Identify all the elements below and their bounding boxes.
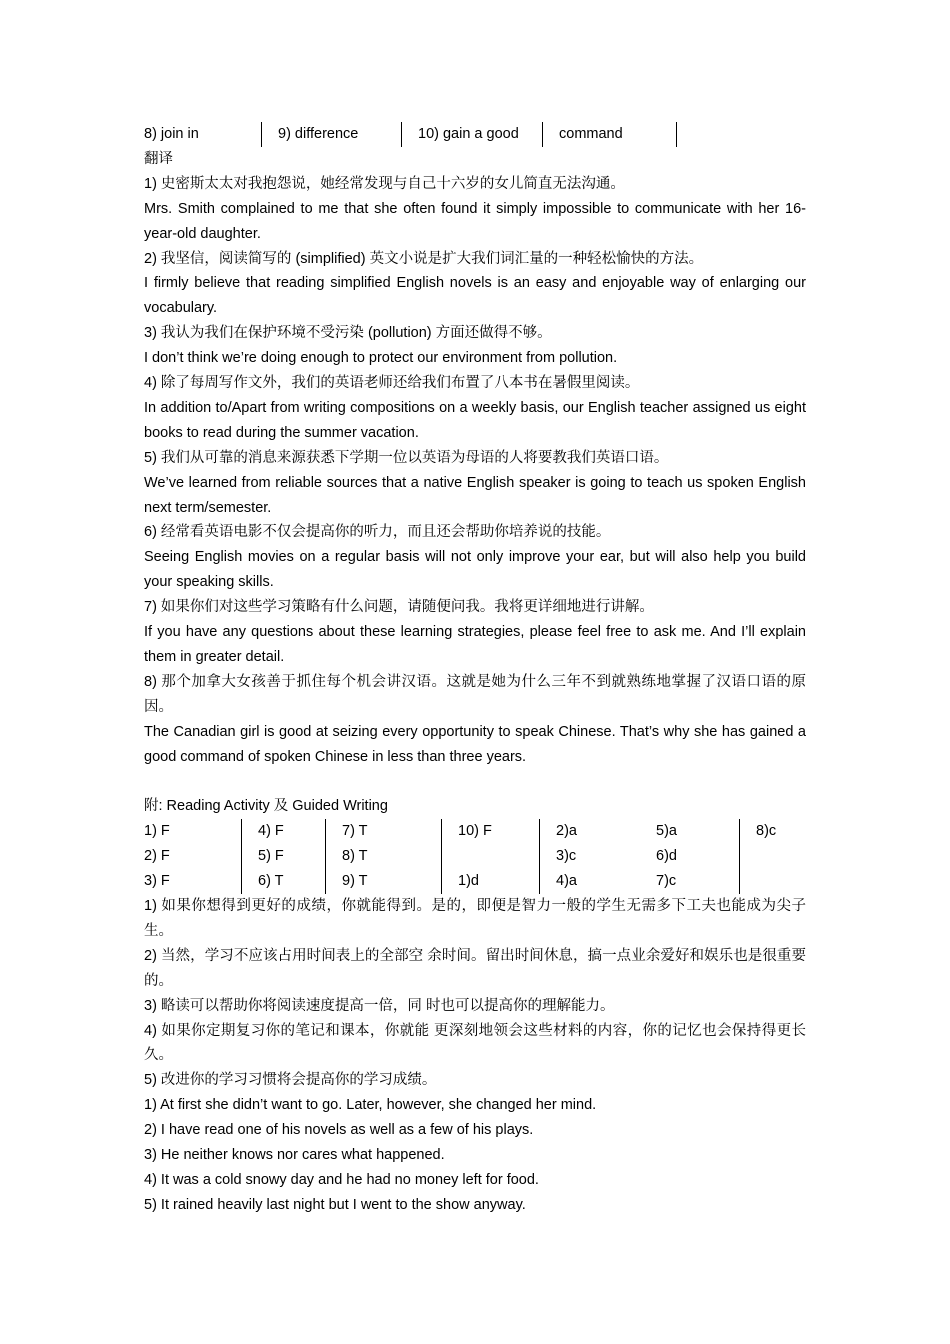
- translation-zh: 3) 我认为我们在保护环境不受污染 (pollution) 方面还做得不够。: [144, 325, 552, 342]
- answer-cell: 5) F: [242, 844, 326, 869]
- zh-sentence: 3) 略读可以帮助你将阅读速度提高一倍，同 时也可以提高你的理解能力。: [144, 997, 615, 1014]
- translation-heading: 翻译: [144, 150, 173, 167]
- answer-cell: 3) F: [144, 869, 242, 894]
- answer-cell: 4)a: [556, 873, 577, 890]
- translation-item: [144, 247, 806, 322]
- zh-sentence: 2) 当然，学习不应该占用时间表上的全部空 余时间。留出时间休息，搞一点业余爱好和娱乐也是很重要的。: [144, 947, 806, 989]
- en-sentence: 4) It was a cold snowy day and he had no money left for food.: [144, 1171, 539, 1188]
- answer-cell: [740, 869, 824, 894]
- translation-en: I don’t think we’re doing enough to protect our environment from pollution.: [144, 350, 618, 367]
- translation-en: We’ve learned from reliable sources that a native English speaker is going to teach us spoken English next term/semester.: [144, 474, 806, 516]
- en-sentence: 5) It rained heavily last night but I went to the show anyway.: [144, 1196, 526, 1213]
- answer-cell: 2) F: [144, 844, 242, 869]
- en-sentence: 2) I have read one of his novels as well as a few of his plays.: [144, 1122, 534, 1139]
- vocab-cell: command: [543, 122, 677, 147]
- translation-zh: 7) 如果你们对这些学习策略有什么问题，请随便问我。我将更详细地进行讲解。: [144, 599, 654, 616]
- translation-zh: 2) 我坚信，阅读简写的 (simplified) 英文小说是扩大我们词汇量的一种轻松愉快的方法。: [144, 250, 704, 267]
- translation-zh: 1) 史密斯太太对我抱怨说，她经常发现与自己十六岁的女儿简直无法沟通。: [144, 175, 625, 192]
- translation-item: [144, 446, 806, 521]
- answer-cell: 5)a: [640, 819, 740, 844]
- translation-item: [144, 172, 806, 247]
- translation-zh: 4) 除了每周写作文外，我们的英语老师还给我们布置了八本书在暑假里阅读。: [144, 375, 640, 392]
- vocab-cell: 8) join in: [144, 122, 262, 147]
- vocab-cell: 9) difference: [262, 122, 402, 147]
- translation-en: The Canadian girl is good at seizing every opportunity to speak Chinese. That’s why she has gained a good command of spoken Chinese in less than three years.: [144, 723, 806, 765]
- answer-cell: [740, 844, 824, 869]
- translation-item: [144, 520, 806, 595]
- answer-cell: [442, 844, 540, 869]
- answer-cell: 7) T: [326, 819, 442, 844]
- translation-item: [144, 670, 806, 770]
- translation-zh: 8) 那个加拿大女孩善于抓住每个机会讲汉语。这就是她为什么三年不到就熟练地掌握了汉语口语的原因。: [144, 673, 806, 715]
- answer-cell: 9) T: [326, 869, 442, 894]
- answer-cell: 1)d: [442, 869, 540, 894]
- translation-zh: 6) 经常看英语电影不仅会提高你的听力，而且还会帮助你培养说的技能。: [144, 524, 611, 541]
- answer-cell: 8) T: [326, 844, 442, 869]
- answer-cell: 8)c: [756, 823, 777, 840]
- answer-cell: 2)a: [556, 823, 577, 840]
- translation-en: If you have any questions about these learning strategies, please feel free to ask me. And I’ll explain them in greater detail.: [144, 624, 806, 665]
- zh-sentence: 4) 如果你定期复习你的笔记和课本，你就能 更深刻地领会这些材料的内容，你的记忆也会保持得更长久。: [144, 1022, 806, 1064]
- en-sentence: 1) At first she didn’t want to go. Later, however, she changed her mind.: [144, 1097, 597, 1114]
- answer-cell: 4) F: [242, 819, 326, 844]
- translation-en: In addition to/Apart from writing compositions on a weekly basis, our English teacher assigned us eight books to read during the summer vacation.: [144, 399, 806, 441]
- zh-sentence: 5) 改进你的学习习惯将会提高你的学习成绩。: [144, 1072, 437, 1089]
- answer-cell: 6)d: [640, 844, 740, 869]
- answer-cell: 10) F: [442, 819, 540, 844]
- answer-cell: 6) T: [242, 869, 326, 894]
- translation-item: [144, 371, 806, 446]
- answer-cell: 3)c: [556, 848, 577, 865]
- answer-key-table: [144, 819, 806, 894]
- appendix-heading: 附: Reading Activity 及 Guided Writing: [144, 798, 388, 815]
- translation-item: [144, 321, 806, 371]
- translation-item: [144, 595, 806, 670]
- translation-zh: 5) 我们从可靠的消息来源获悉下学期一位以英语为母语的人将要教我们英语口语。: [144, 449, 669, 466]
- spacer: [144, 770, 806, 795]
- document-page: [144, 122, 806, 1218]
- translation-en: Mrs. Smith complained to me that she often found it simply impossible to communicate with her 16-year-old daughter.: [144, 200, 806, 242]
- translation-en: I firmly believe that reading simplified English novels is an easy and enjoyable way of enlarging our vocabulary.: [144, 275, 806, 317]
- en-sentence: 3) He neither knows nor cares what happened.: [144, 1147, 445, 1164]
- vocab-row: [144, 122, 806, 147]
- answer-cell: 7)c: [640, 869, 740, 894]
- answer-cell: 1) F: [144, 819, 242, 844]
- zh-sentence: 1) 如果你想得到更好的成绩，你就能得到。是的，即便是智力一般的学生无需多下工夫也能成为尖子生。: [144, 897, 806, 939]
- translation-en: Seeing English movies on a regular basis will not only improve your ear, but will also help you build your speaking skills.: [144, 549, 806, 591]
- vocab-cell: 10) gain a good: [402, 122, 543, 147]
